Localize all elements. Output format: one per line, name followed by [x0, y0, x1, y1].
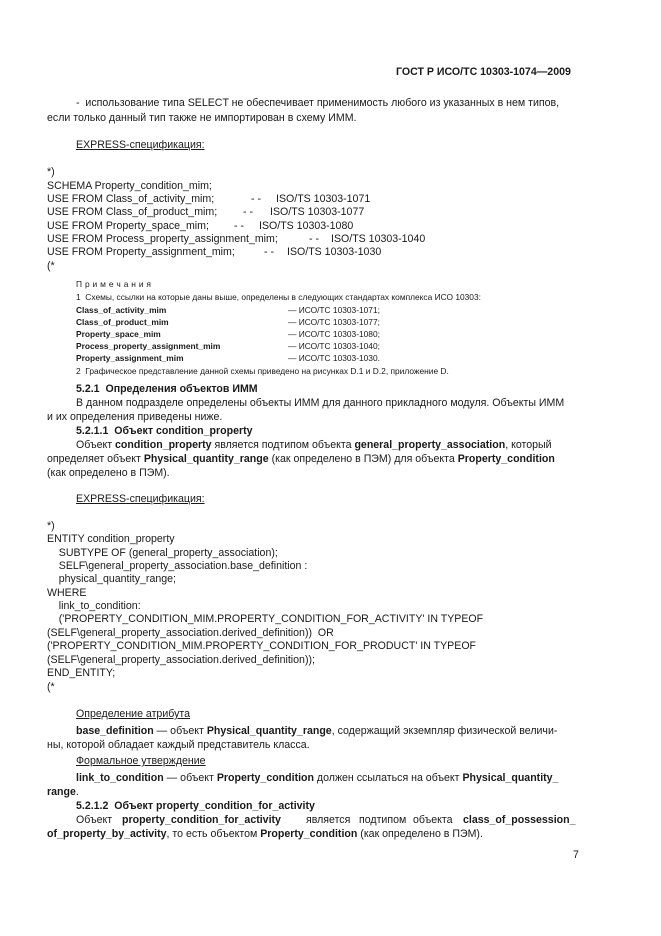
use-ref-2: ISO/TS 10303-1077 [270, 206, 365, 218]
express2-line-9: (SELF\general_property_association.derived_definition)) OR [47, 627, 334, 639]
page-number: 7 [573, 849, 579, 861]
express2-line-3: SUBTYPE OF (general_property_association); [47, 547, 278, 559]
use-dash-3: - - [234, 220, 244, 232]
section-5-2-1-2-heading: 5.2.1.2 Объект property_condition_for_activity [76, 800, 315, 812]
note-ref-5: — ИСО/ТС 10303-1030. [288, 353, 380, 363]
express-label-2: EXPRESS-спецификация: [76, 493, 205, 505]
note-2: 2 Графическое представление данной схемы приведено на рисунках D.1 и D.2, приложение D. [76, 366, 449, 376]
notes-title: П р и м е ч а н и я [76, 279, 152, 289]
express2-line-8: ('PROPERTY_CONDITION_MIM.PROPERTY_CONDITION_FOR_ACTIVITY' IN TYPEOF [47, 613, 484, 625]
note-ref-2: — ИСО/ТС 10303-1077; [288, 317, 380, 327]
section-5-2-1-1-para-2: определяет объект Physical_quantity_range (как определено в ПЭМ) для объекта Property_condition [47, 453, 555, 465]
express2-line-10: ('PROPERTY_CONDITION_MIM.PROPERTY_CONDITION_FOR_PRODUCT' IN TYPEOF [47, 640, 477, 652]
express-label-1: EXPRESS-спецификация: [76, 139, 205, 151]
section-5-2-1-2-w3: является [306, 814, 351, 826]
note-ref-3: — ИСО/ТС 10303-1080; [288, 329, 380, 339]
note-1: 1 Схемы, ссылки на которые даны выше, определены в следующих стандартах комплекса ИСО 10303: [76, 292, 481, 302]
express2-line-11: (SELF\general_property_association.derived_definition)); [47, 654, 315, 666]
express1-schema: SCHEMA Property_condition_mim; [47, 180, 212, 192]
section-5-2-1-1-heading: 5.2.1.1 Объект condition_property [76, 425, 253, 437]
section-5-2-1-2-w1: Объект [76, 814, 113, 826]
use-stmt-1: USE FROM Class_of_activity_mim; [47, 193, 215, 205]
section-5-2-1-2-w5: объекта [413, 814, 453, 826]
use-ref-4: ISO/TS 10303-1040 [331, 233, 426, 245]
express2-line-5: physical_quantity_range; [47, 573, 176, 585]
section-5-2-1-2-line-2: of_property_by_activity, то есть объектом Property_condition (как определено в ПЭМ). [47, 828, 483, 840]
note-ref-name-2: Class_of_product_mim [76, 317, 169, 327]
formal-line-1: link_to_condition — объект Property_condition должен ссылаться на объект Physical_quantity_ [76, 772, 559, 784]
attribute-line-1: base_definition — объект Physical_quantity_range, содержащий экземпляр физической величи- [76, 725, 558, 737]
express2-line-6: WHERE [47, 587, 87, 599]
section-5-2-1-heading: 5.2.1 Определения объектов ИММ [76, 383, 258, 395]
express1-open: *) [47, 166, 55, 178]
section-5-2-1-1-para-3: (как определено в ПЭМ). [47, 467, 170, 479]
attribute-heading: Определение атрибута [76, 708, 191, 720]
express2-line-4: SELF\general_property_association.base_definition : [47, 560, 308, 572]
intro-line-1: - использование типа SELECT не обеспечивает применимость любого из указанных в нем типов, [76, 97, 560, 109]
note-ref-name-4: Process_property_assignment_mim [76, 341, 221, 351]
use-ref-3: ISO/TS 10303-1080 [259, 220, 354, 232]
note-ref-4: — ИСО/ТС 10303-1040; [288, 341, 380, 351]
formal-heading: Формальное утверждение [76, 755, 206, 767]
section-5-2-1-1-para-1: Объект condition_property является подтипом объекта general_property_association, который [76, 439, 552, 451]
section-5-2-1-line-1: В данном подразделе определены объекты ИММ для данного прикладного модуля. Объекты ИММ [76, 397, 565, 409]
section-5-2-1-2-w6: class_of_possession_ [463, 814, 576, 826]
use-ref-5: ISO/TS 10303-1030 [287, 246, 382, 258]
use-ref-1: ISO/TS 10303-1071 [276, 193, 371, 205]
express2-line-2: ENTITY condition_property [47, 533, 175, 545]
express2-line-7: link_to_condition: [47, 600, 141, 612]
use-stmt-5: USE FROM Property_assignment_mim; [47, 246, 235, 258]
section-5-2-1-2-w4: подтипом [359, 814, 407, 826]
note-ref-1: — ИСО/ТС 10303-1071; [288, 305, 380, 315]
note-ref-name-1: Class_of_activity_mim [76, 305, 167, 315]
express1-close: (* [47, 260, 55, 272]
express2-line-12: END_ENTITY; [47, 667, 116, 679]
express2-line-1: *) [47, 520, 55, 532]
document-header: ГОСТ Р ИСО/ТС 10303-1074—2009 [396, 66, 571, 78]
use-dash-4: - - [309, 233, 319, 245]
attribute-line-2: ны, которой обладает каждый представитель класса. [47, 739, 310, 751]
use-dash-1: - - [251, 193, 261, 205]
use-stmt-4: USE FROM Process_property_assignment_mim; [47, 233, 278, 245]
intro-line-2: если только данный тип также не импортирован в схему ИММ. [47, 112, 357, 124]
use-dash-2: - - [243, 206, 253, 218]
express2-line-13: (* [47, 681, 55, 693]
formal-line-2: range. [47, 786, 79, 798]
use-dash-5: - - [264, 246, 274, 258]
section-5-2-1-2-w2: property_condition_for_activity [122, 814, 281, 826]
use-stmt-2: USE FROM Class_of_product_mim; [47, 206, 218, 218]
section-5-2-1-line-2: и их определения приведены ниже. [47, 411, 223, 423]
note-ref-name-3: Property_space_mim [76, 329, 161, 339]
note-ref-name-5: Property_assignment_mim [76, 353, 184, 363]
use-stmt-3: USE FROM Property_space_mim; [47, 220, 209, 232]
